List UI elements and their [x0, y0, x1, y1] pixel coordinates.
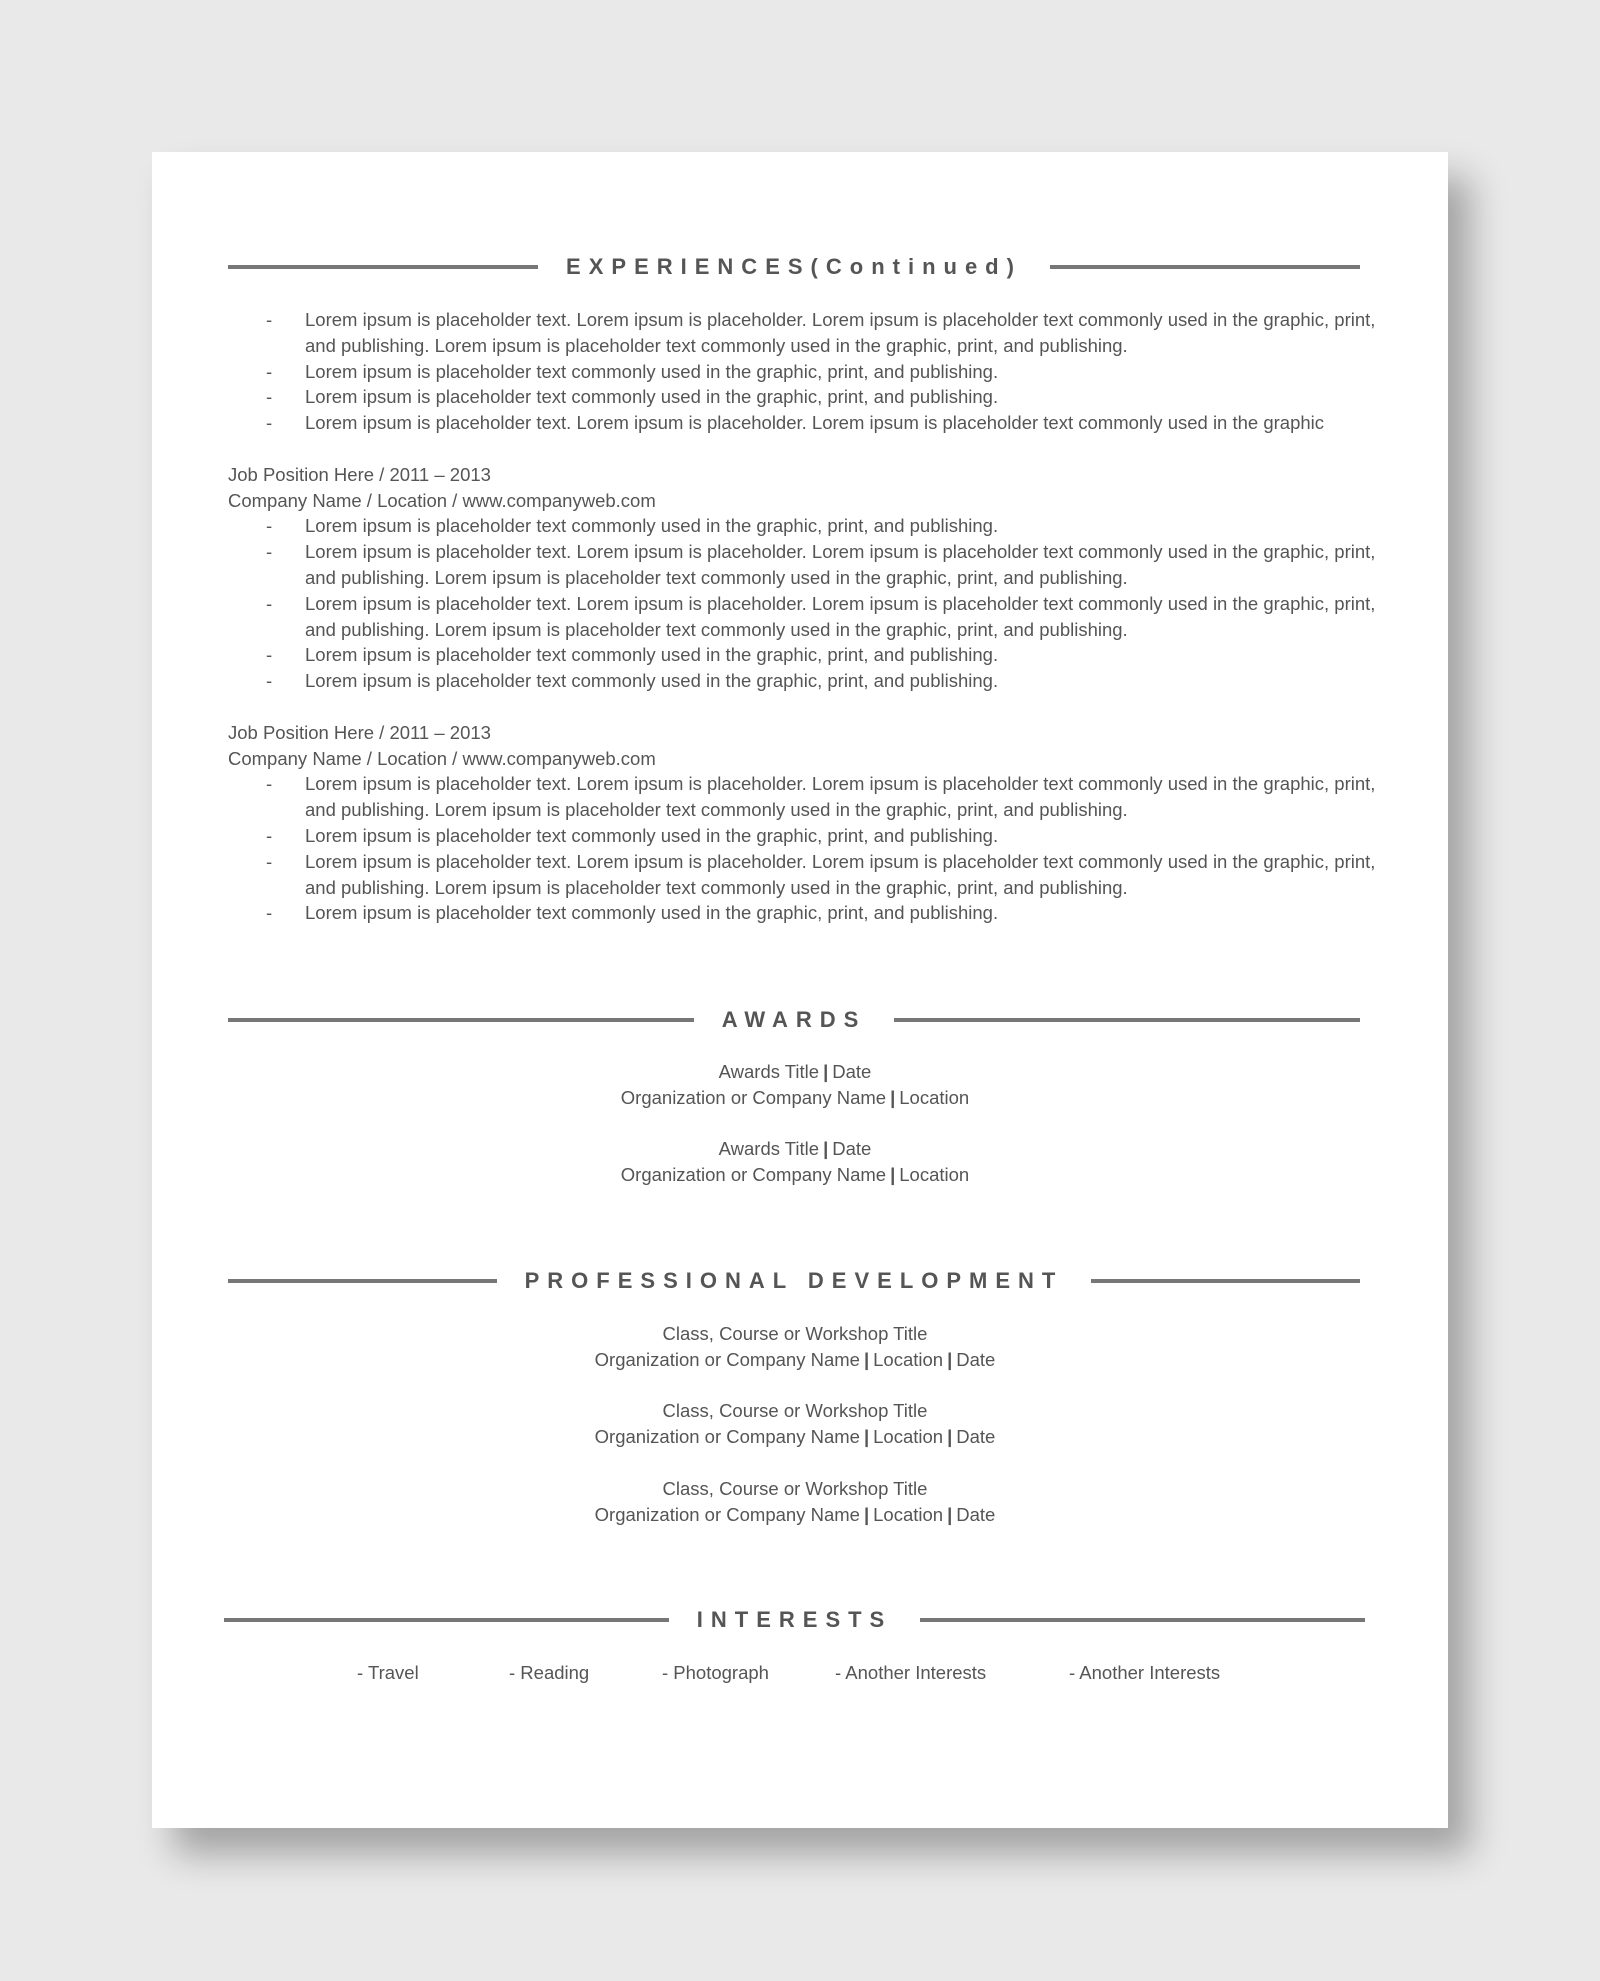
- list-item: - Lorem ipsum is placeholder text. Lorem ipsum is placeholder. Lorem ipsum is placeholder text commonly used in the graphic, print, and publishing. Lorem ipsum is placeholder text commonly used in the graphic, print, and publishing.: [266, 850, 1376, 898]
- professional-development-list: [228, 1321, 1362, 1553]
- award-org-line: Organization or Company Name | Location: [620, 1164, 970, 1186]
- bullet-text: Lorem ipsum is placeholder text. Lorem ipsum is placeholder. Lorem ipsum is placeholder text commonly used in the graphic, print, and publishing. Lorem ipsum is placeholder text commonly used in the graphic, print, and publishing.: [305, 541, 1376, 588]
- bullet-text: Lorem ipsum is placeholder text commonly used in the graphic, print, and publishing.: [305, 644, 999, 666]
- list-item: - Lorem ipsum is placeholder text commonly used in the graphic, print, and publishing.: [266, 902, 999, 924]
- course-title: Class, Course or Workshop Title: [662, 1400, 928, 1422]
- bullet-text: Lorem ipsum is placeholder text commonly used in the graphic, print, and publishing.: [305, 515, 999, 537]
- section-rule-right: [920, 1618, 1365, 1622]
- experiences-heading: EXPERIENCES(Continued): [566, 254, 1022, 279]
- job-company: Company Name / Location / www.companyweb.com: [228, 747, 656, 769]
- job-position: Job Position Here / 2011 – 2013: [228, 721, 491, 743]
- list-item: - Lorem ipsum is placeholder text. Lorem ipsum is placeholder. Lorem ipsum is placeholder text commonly used in the graphic, print, and publishing. Lorem ipsum is placeholder text commonly used in the graphic, print, and publishing.: [266, 541, 1376, 588]
- list-item: - Lorem ipsum is placeholder text. Lorem ipsum is placeholder. Lorem ipsum is placeholder text commonly used in the graphic: [266, 412, 1325, 434]
- course-title: Class, Course or Workshop Title: [662, 1323, 928, 1344]
- list-item: - Lorem ipsum is placeholder text commonly used in the graphic, print, and publishing.: [266, 386, 999, 408]
- course-details: Organization or Company Name | Location | Date: [594, 1426, 996, 1448]
- award-entry: [228, 1059, 1362, 1111]
- bullet-text: Lorem ipsum is placeholder text commonly used in the graphic, print, and publishing.: [305, 360, 999, 382]
- bullet-text: Lorem ipsum is placeholder text. Lorem ipsum is placeholder. Lorem ipsum is placeholder text commonly used in the graphic, print, and publishing. Lorem ipsum is placeholder text commonly used in the graphic, print, and publishing.: [305, 850, 1376, 898]
- job-bullet-list: [228, 513, 1378, 694]
- interests-header: [224, 1605, 1365, 1635]
- section-rule-right: [894, 1018, 1360, 1022]
- award-title: Awards Title: [718, 1061, 820, 1082]
- professional-development-header: [228, 1266, 1360, 1296]
- bullet-text: Lorem ipsum is placeholder text. Lorem ipsum is placeholder. Lorem ipsum is placeholder text commonly used in the graphic, print, and publishing. Lorem ipsum is placeholder text commonly used in the graphic, print, and publishing.: [305, 592, 1376, 640]
- job-company: Company Name / Location / www.companyweb.com: [228, 489, 656, 511]
- award-location: Location: [899, 1086, 970, 1108]
- list-item: - Lorem ipsum is placeholder text commonly used in the graphic, print, and publishing.: [266, 644, 999, 666]
- job-bullet-list: [228, 771, 1378, 926]
- interest-item: - Another Interests: [835, 1662, 987, 1683]
- awards-list: [228, 1059, 1362, 1214]
- award-location: Location: [899, 1164, 970, 1186]
- bullet-text: Lorem ipsum is placeholder text. Lorem ipsum is placeholder. Lorem ipsum is placeholder text commonly used in the graphic: [305, 412, 1325, 434]
- list-item: - Lorem ipsum is placeholder text commonly used in the graphic, print, and publishing.: [266, 670, 999, 692]
- list-item: - Lorem ipsum is placeholder text commonly used in the graphic, print, and publishing.: [266, 824, 999, 846]
- bullet-text: Lorem ipsum is placeholder text commonly used in the graphic, print, and publishing.: [305, 902, 999, 924]
- experiences-header: [228, 252, 1360, 282]
- course-organization: Organization or Company Name: [594, 1348, 860, 1370]
- course-organization: Organization or Company Name: [594, 1503, 860, 1525]
- course-date: Date: [956, 1348, 996, 1370]
- award-organization: Organization or Company Name: [620, 1164, 887, 1186]
- course-location: Location: [873, 1426, 944, 1448]
- award-title-line: Awards Title | Date: [718, 1061, 872, 1082]
- awards-header: [228, 1005, 1360, 1035]
- bullet-text: Lorem ipsum is placeholder text commonly used in the graphic, print, and publishing.: [305, 386, 999, 408]
- bullet-text: Lorem ipsum is placeholder text commonly used in the graphic, print, and publishing.: [305, 670, 999, 692]
- resume-page: [152, 152, 1448, 1828]
- award-org-line: Organization or Company Name | Location: [620, 1086, 970, 1108]
- course-entry: [228, 1321, 1362, 1373]
- course-details: Organization or Company Name | Location | Date: [594, 1348, 996, 1370]
- job-position: Job Position Here / 2011 – 2013: [228, 463, 491, 485]
- professional-development-heading: PROFESSIONAL DEVELOPMENT: [524, 1268, 1064, 1293]
- interest-item: - Photograph: [662, 1662, 769, 1683]
- course-date: Date: [956, 1426, 996, 1448]
- list-item: - Lorem ipsum is placeholder text commonly used in the graphic, print, and publishing.: [266, 360, 999, 382]
- section-rule-right: [1050, 265, 1360, 269]
- list-item: - Lorem ipsum is placeholder text commonly used in the graphic, print, and publishing.: [266, 515, 999, 537]
- section-rule-left: [228, 1018, 694, 1022]
- list-item: - Lorem ipsum is placeholder text. Lorem ipsum is placeholder. Lorem ipsum is placeholder text commonly used in the graphic, print, and publishing. Lorem ipsum is placeholder text commonly used in the graphic, print, and publishing.: [266, 773, 1376, 821]
- bullet-text: Lorem ipsum is placeholder text. Lorem ipsum is placeholder. Lorem ipsum is placeholder text commonly used in the graphic, print, and publishing. Lorem ipsum is placeholder text commonly used in the graphic, print, and publishing.: [305, 773, 1376, 821]
- course-entry: [228, 1476, 1362, 1528]
- award-date: Date: [832, 1138, 872, 1160]
- award-date: Date: [832, 1061, 872, 1082]
- course-details: Organization or Company Name | Location | Date: [594, 1503, 996, 1525]
- interests-list: [152, 1662, 1448, 1692]
- interest-item: - Travel: [357, 1662, 419, 1683]
- award-entry: [228, 1136, 1362, 1188]
- section-rule-left: [224, 1618, 669, 1622]
- bullet-text: Lorem ipsum is placeholder text. Lorem ipsum is placeholder. Lorem ipsum is placeholder text commonly used in the graphic, print, and publishing. Lorem ipsum is placeholder text commonly used in the graphic, print, and publishing.: [305, 309, 1376, 356]
- list-item: - Lorem ipsum is placeholder text. Lorem ipsum is placeholder. Lorem ipsum is placeholder text commonly used in the graphic, print, and publishing. Lorem ipsum is placeholder text commonly used in the graphic, print, and publishing.: [266, 592, 1376, 640]
- course-entry: [228, 1398, 1362, 1450]
- course-date: Date: [956, 1503, 996, 1525]
- interest-item: - Reading: [509, 1662, 590, 1683]
- section-rule-left: [228, 265, 538, 269]
- section-rule-left: [228, 1279, 497, 1283]
- list-item: - Lorem ipsum is placeholder text. Lorem ipsum is placeholder. Lorem ipsum is placeholder text commonly used in the graphic, print, and publishing. Lorem ipsum is placeholder text commonly used in the graphic, print, and publishing.: [266, 309, 1376, 356]
- experiences-content: [228, 307, 1378, 926]
- section-rule-right: [1091, 1279, 1360, 1283]
- course-organization: Organization or Company Name: [594, 1426, 860, 1448]
- award-organization: Organization or Company Name: [620, 1086, 887, 1108]
- interests-heading: INTERESTS: [696, 1607, 893, 1632]
- award-title: Awards Title: [718, 1138, 820, 1160]
- course-title: Class, Course or Workshop Title: [662, 1477, 928, 1499]
- continued-bullet-list: [228, 307, 1378, 436]
- course-location: Location: [873, 1348, 944, 1370]
- award-title-line: Awards Title | Date: [718, 1138, 872, 1160]
- course-location: Location: [873, 1503, 944, 1525]
- awards-heading: AWARDS: [721, 1007, 867, 1032]
- bullet-text: Lorem ipsum is placeholder text commonly used in the graphic, print, and publishing.: [305, 824, 999, 846]
- interest-item: - Another Interests: [1069, 1662, 1221, 1683]
